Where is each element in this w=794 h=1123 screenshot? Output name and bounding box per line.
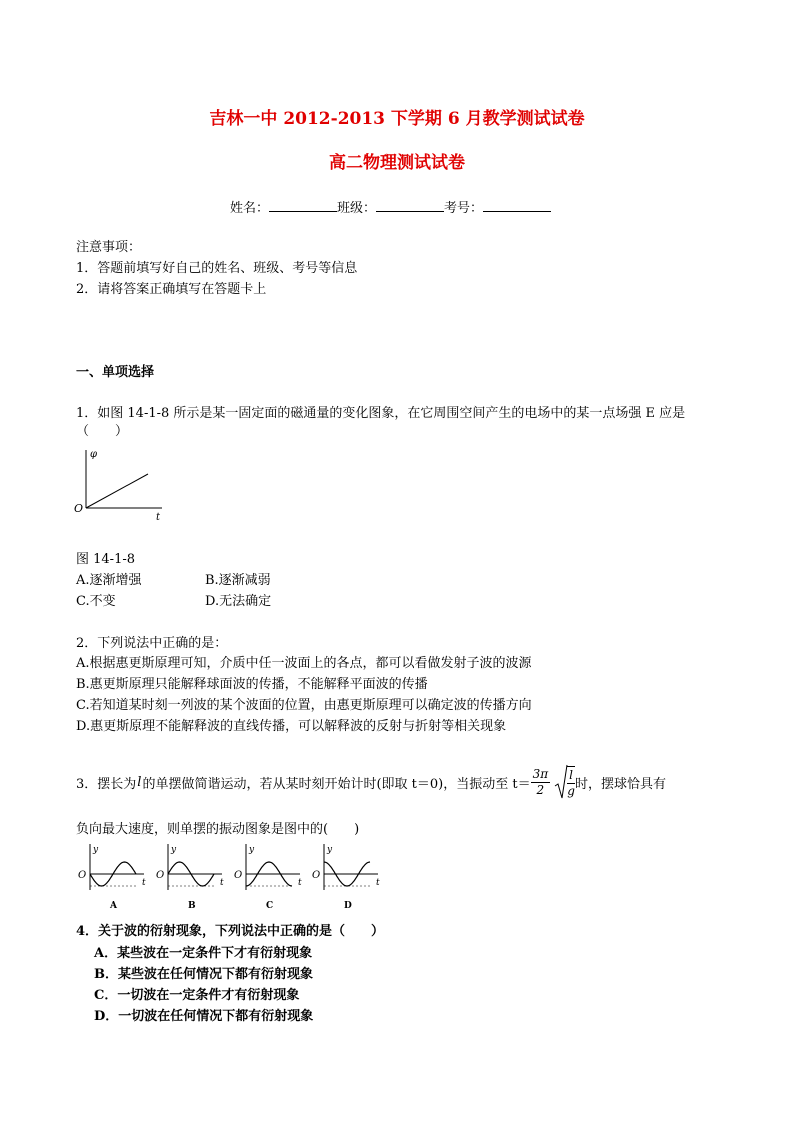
graph-label: C (266, 901, 274, 911)
stem-part: 的单摆做简谐运动，若从某时刻开始计时(即取 t＝0)，当振动至 t＝ (142, 776, 531, 792)
option-c[interactable]: C．一切波在一定条件才有衍射现象 (94, 988, 300, 1003)
graph-label: B (188, 901, 196, 911)
fraction-denominator: 2 (536, 782, 545, 797)
y-axis-label: φ (90, 449, 98, 460)
figure-caption: 图 14-1-8 (76, 552, 136, 567)
time-fraction (531, 767, 551, 798)
student-info-line (230, 197, 551, 216)
axis-origin-label: O (78, 870, 87, 881)
graph-d (312, 844, 380, 911)
name-label: 姓名： (230, 201, 270, 216)
option-a[interactable]: A.逐渐增强 (76, 573, 142, 588)
exam-title: 吉林一中 2012-2013 下学期 6 月教学测试试卷 (209, 109, 585, 129)
axis-origin-label: O (156, 870, 165, 881)
option-a[interactable]: A.根据惠更斯原理可知，介质中任一波面上的各点，都可以看做发射子波的波源 (76, 656, 532, 671)
note-item: 1．答题前填写好自己的姓名、班级、考号等信息 (76, 261, 358, 276)
axis-t-label: t (142, 878, 146, 888)
graph-label: D (344, 901, 352, 911)
question-3-stem (76, 764, 666, 800)
axis-origin-label: O (312, 870, 321, 881)
exam-subtitle: 高二物理测试试卷 (329, 153, 465, 173)
sqrt-fraction (567, 766, 575, 799)
axis-y-label: y (171, 845, 177, 855)
question-4-stem: 4．关于波的衍射现象，下列说法中正确的是（ ） (76, 924, 385, 939)
notes-heading: 注意事项： (76, 240, 142, 255)
axis-origin-label: O (234, 870, 243, 881)
flux-line (86, 474, 148, 508)
exam-no-label: 考号： (444, 201, 484, 216)
fraction-numerator: l (569, 767, 573, 782)
length-variable: l (137, 774, 142, 790)
fraction-numerator: 3π (532, 766, 549, 781)
option-c[interactable]: C.若知道某时刻一列波的某个波面的位置，由惠更斯原理可以确定波的传播方向 (76, 698, 532, 713)
option-b[interactable]: B.逐渐减弱 (205, 573, 271, 588)
graph-c (234, 844, 302, 911)
sqrt-sign-icon (554, 764, 568, 800)
exam-no-field[interactable] (483, 199, 551, 212)
origin-label: O (74, 502, 84, 515)
stem-part: 时，摆球恰具有 (574, 776, 666, 792)
axis-y-label: y (93, 845, 99, 855)
name-field[interactable] (269, 199, 337, 212)
axis-t-label: t (376, 878, 380, 888)
axis-t-label: t (298, 878, 302, 888)
option-d[interactable]: D.无法确定 (205, 594, 272, 609)
note-item: 2．请将答案正确填写在答题卡上 (76, 282, 267, 297)
option-a[interactable]: A．某些波在一定条件下才有衍射现象 (94, 946, 313, 961)
option-b[interactable]: B．某些波在任何情况下都有衍射现象 (94, 967, 313, 982)
axis-y-label: y (327, 845, 333, 855)
option-d[interactable]: D．一切波在任何情况下都有衍射现象 (94, 1009, 314, 1024)
question-2-stem: 2．下列说法中正确的是： (76, 636, 228, 651)
graph-a (78, 844, 146, 911)
option-c[interactable]: C.不变 (76, 594, 116, 609)
section-heading: 一、单项选择 (76, 365, 155, 380)
stem-part: 3．摆长为 (76, 776, 137, 792)
class-field[interactable] (376, 199, 444, 212)
flux-time-graph (70, 446, 170, 526)
oscillation-graphs (72, 842, 392, 914)
graph-b (156, 844, 224, 911)
option-d[interactable]: D.惠更斯原理不能解释波的直线传播，可以解释波的反射与折射等相关现象 (76, 719, 507, 734)
fraction-denominator: g (567, 783, 575, 798)
question-1-stem: 1．如图 14-1-8 所示是某一固定面的磁通量的变化图象，在它周围空间产生的电场中的某一点场强 E 应是 (76, 406, 686, 421)
option-b[interactable]: B.惠更斯原理只能解释球面波的传播，不能解释平面波的传播 (76, 677, 428, 692)
question-3-stem-line2: 负向最大速度，则单摆的振动图象是图中的( ) (76, 822, 360, 837)
axis-y-label: y (249, 845, 255, 855)
x-axis-label: t (156, 512, 161, 523)
axis-t-label: t (220, 878, 224, 888)
question-1-paren: （ ） (76, 424, 129, 439)
class-label: 班级： (337, 201, 377, 216)
graph-label: A (110, 901, 117, 911)
